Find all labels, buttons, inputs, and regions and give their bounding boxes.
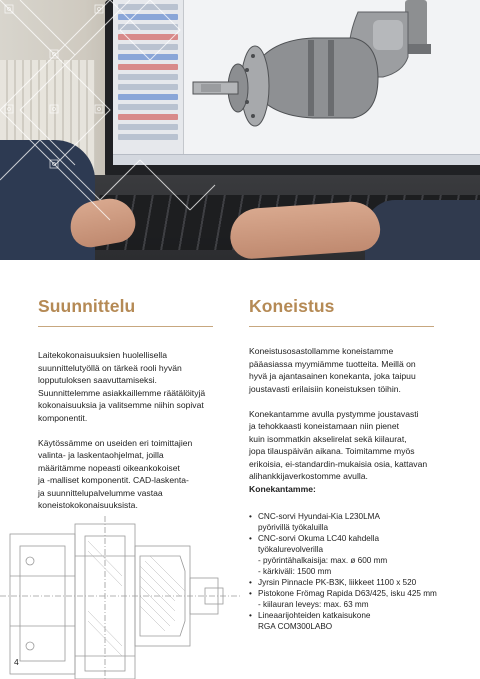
- text-line: jopa tilauspäivän aikana. Toimitamme myös: [249, 446, 415, 456]
- list-item: • CNC-sorvi Hyundai-Kia L230LMA pyörivillä työkaluilla: [249, 511, 434, 533]
- section-heading: Suunnittelu: [38, 296, 136, 316]
- list-item: • Pistokone Frömag Rapida D63/425, isku 425 mm - kiilauran leveys: max. 63 mm: [249, 588, 434, 610]
- text-line: Koneistusosastollamme koneistamme: [249, 346, 394, 356]
- machinery-subheading: Konekantamme:: [249, 483, 316, 494]
- cad-status-bar: [113, 154, 480, 165]
- paragraph-1: [38, 349, 213, 424]
- section-koneistus: [249, 296, 437, 632]
- paragraph-2: [38, 437, 213, 512]
- text-line: erikoisia, ei-standardin-mukaisia osia, kattavan: [249, 458, 428, 469]
- paragraph-2: [249, 408, 434, 483]
- page-number: 4: [14, 657, 19, 667]
- text-line: ja tehokkaasti koneistamaan niin pienet: [249, 421, 400, 431]
- hero-photo: [0, 0, 480, 260]
- text-line: kuin isommatkin akselirelat sekä kiilaurat,: [249, 433, 407, 444]
- list-item: • CNC-sorvi Okuma LC40 kahdella työkalurevolverilla - pyörintähalkaisija: max. ø 600 mm - kärkiväli: 1500 mm: [249, 533, 434, 577]
- text-line: joustavasti erilaisiin koneistuksen töihin.: [249, 383, 401, 394]
- text-line: suunnittelutyöllä on tärkeä rooli hyvän: [38, 362, 182, 373]
- text-line: hyvä ja ajantasainen konekanta, joka taipuu: [249, 371, 416, 381]
- text-line: määritämme nopeasti oikeankokoiset: [38, 462, 180, 473]
- cad-gearbox-model: [183, 0, 480, 155]
- text-line: Käytössämme on useiden eri toimittajien: [38, 437, 193, 448]
- text-line: komponentit.: [38, 412, 88, 423]
- text-line: ja suunnittelupalvelumme vastaa: [38, 487, 163, 498]
- heading-rule: [249, 326, 434, 327]
- list-item: • Lineaarijohteiden katkaisukone RGA COM300LABO: [249, 610, 434, 632]
- text-line: kokonaisuuksia ja valitsemme niihin sopivat: [38, 400, 204, 410]
- text-line: koneistokokonaisuuksista.: [38, 500, 138, 510]
- text-line: pääasiassa myymiämme tuotteita. Meillä on: [249, 358, 416, 369]
- laptop-screen: [113, 0, 480, 165]
- section-suunnittelu: [38, 296, 213, 512]
- heading-rule: [38, 326, 213, 327]
- right-hand: [228, 200, 381, 260]
- paragraph-1: [249, 345, 434, 395]
- text-line: lopputuloksen saavuttamiseksi.: [38, 375, 157, 385]
- text-line: Laitekokonaisuuksien huolellisella: [38, 350, 167, 360]
- right-sleeve: [365, 200, 480, 260]
- text-line: Konekantamme avulla pystymme joustavasti: [249, 408, 419, 419]
- technical-drawing: [0, 516, 240, 679]
- list-item: • Jyrsin Pinnacle PK-B3K, liikkeet 1100 x 520: [249, 577, 434, 588]
- machine-list: [249, 511, 437, 632]
- text-line: alihankkijaverkostomme avulla.: [249, 471, 368, 481]
- cad-toolbar: [113, 0, 184, 165]
- text-line: Suunnittelemme asiakkaillemme räätälöityjä: [38, 387, 206, 398]
- text-line: ja -malliset komponentit. CAD-laskenta-: [38, 475, 189, 485]
- text-line: valinta- ja laskentaohjelmat, joilla: [38, 450, 164, 460]
- section-heading: Koneistus: [249, 296, 335, 316]
